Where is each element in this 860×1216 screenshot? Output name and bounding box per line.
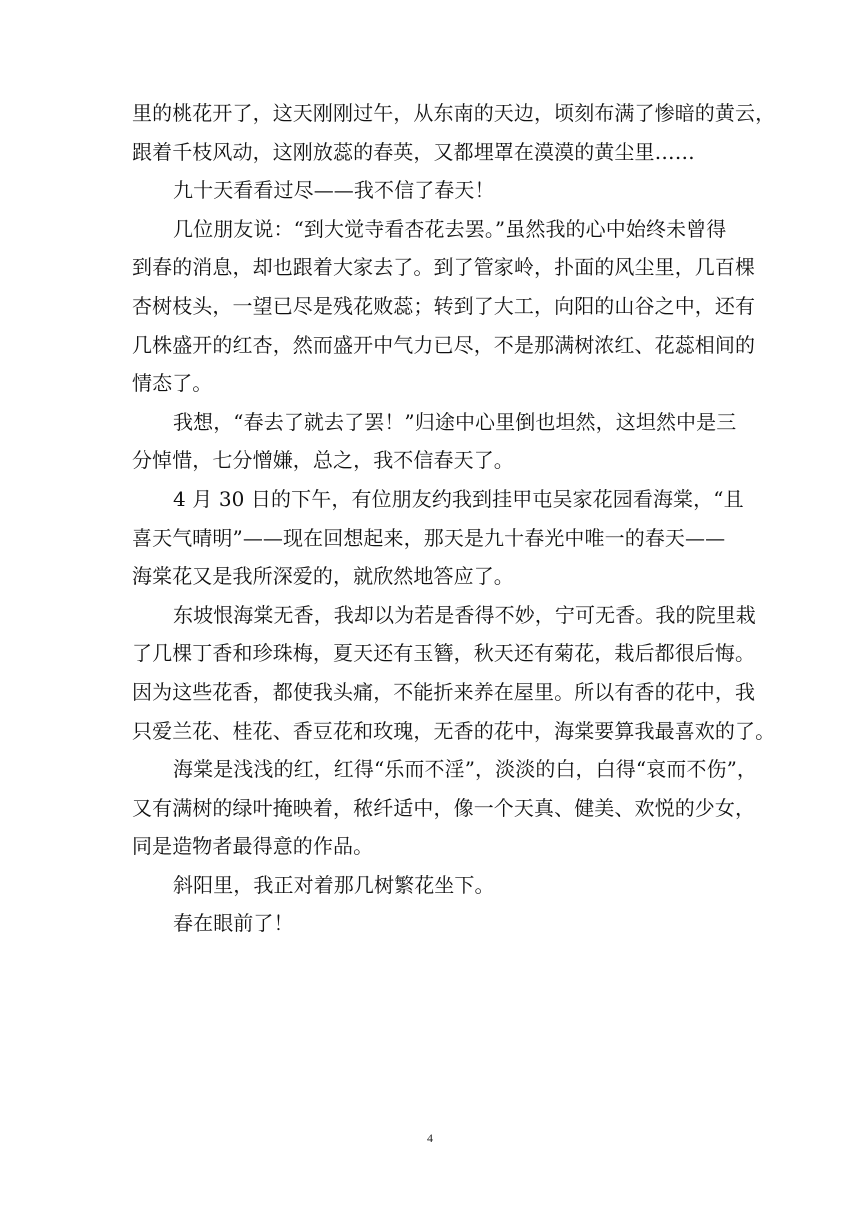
text-line: 跟着千枝风动，这刚放蕊的春英，又都埋罩在漠漠的黄尘里…… xyxy=(132,139,695,164)
paragraph-first-line: 4 月 30 日的下午，有位朋友约我到挂甲屯吴家花园看海棠，“且 xyxy=(173,486,744,511)
text-line: 到春的消息，却也跟着大家去了。到了管家岭，扑面的风尘里，几百棵 xyxy=(132,255,756,280)
text-line: 情态了。 xyxy=(132,371,213,396)
text-line: 杏树枝头，一望已尽是残花败蕊；转到了大工，向阳的山谷之中，还有 xyxy=(132,293,756,318)
text-line: 同是造物者最得意的作品。 xyxy=(132,834,374,859)
paragraph-first-line: 几位朋友说：“到大觉寺看杏花去罢。”虽然我的心中始终未曾得 xyxy=(173,216,727,241)
paragraph-first-line: 斜阳里，我正对着那几树繁花坐下。 xyxy=(173,872,495,897)
text-line: 海棠花又是我所深爱的，就欣然地答应了。 xyxy=(132,564,514,589)
paragraph-first-line: 海棠是浅浅的红，红得“乐而不淫”，淡淡的白，白得“哀而不伤”， xyxy=(173,757,757,782)
page-number: 4 xyxy=(427,1131,433,1145)
text-line: 里的桃花开了，这天刚刚过午，从东南的天边，顷刻布满了惨暗的黄云， xyxy=(132,101,776,125)
text-line: 又有满树的绿叶掩映着，秾纤适中，像一个天真、健美、欢悦的少女， xyxy=(132,795,756,820)
text-line: 喜天气晴明”——现在回想起来，那天是九十春光中唯一的春天—— xyxy=(132,525,726,550)
paragraph-first-line: 春在眼前了！ xyxy=(173,911,294,936)
text-line: 因为这些花香，都使我头痛，不能折来养在屋里。所以有香的花中，我 xyxy=(132,679,756,704)
paragraph-first-line: 东坡恨海棠无香，我却以为若是香得不妙，宁可无香。我的院里栽 xyxy=(173,602,756,627)
text-line: 了几棵丁香和珍珠梅，夏天还有玉簪，秋天还有菊花，栽后都很后悔。 xyxy=(132,641,756,666)
paragraph-first-line: 我想，“春去了就去了罢！”归途中心里倒也坦然，这坦然中是三 xyxy=(173,409,737,434)
text-line: 分悼惜，七分憎嫌，总之，我不信春天了。 xyxy=(132,448,514,473)
text-line: 只爱兰花、桂花、香豆花和玫瑰，无香的花中，海棠要算我最喜欢的了。 xyxy=(132,718,776,743)
text-line: 几株盛开的红杏，然而盛开中气力已尽，不是那满树浓红、花蕊相间的 xyxy=(132,332,756,357)
body-text xyxy=(132,94,776,943)
paragraph-first-line: 九十天看看过尽——我不信了春天！ xyxy=(173,178,495,203)
